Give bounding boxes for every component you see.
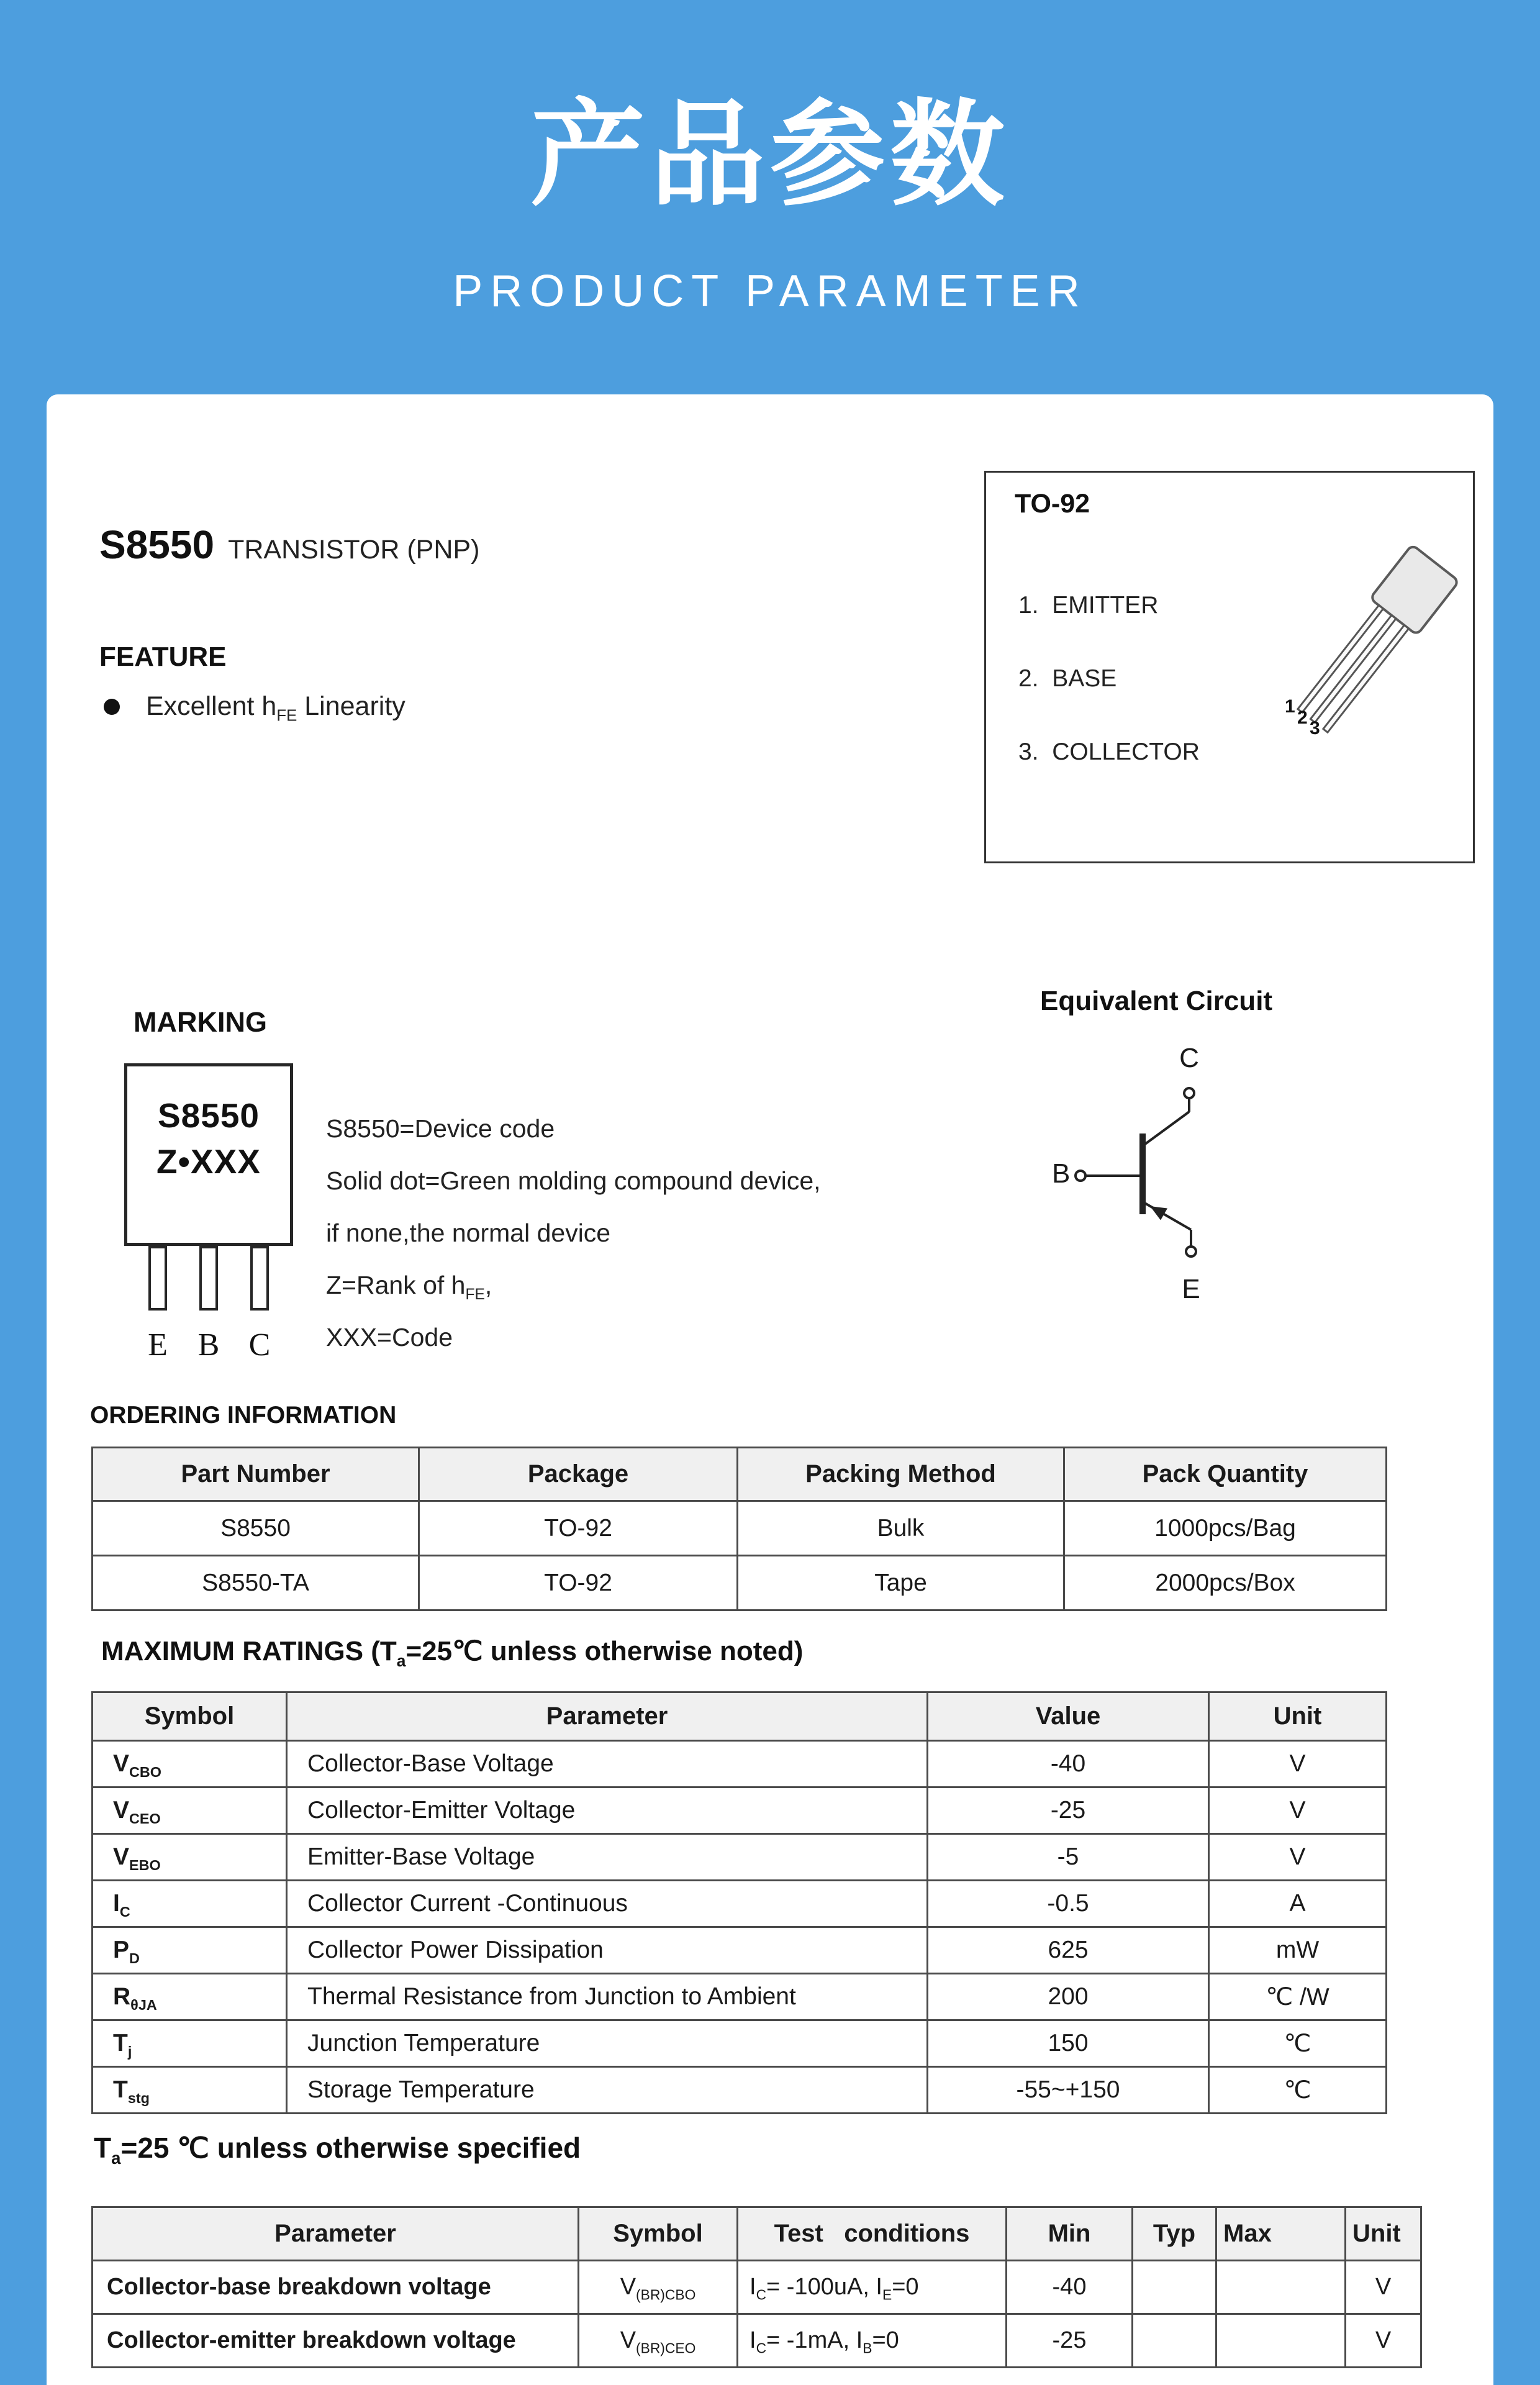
to92-package-drawing xyxy=(1188,541,1474,802)
table-cell: -0.5 xyxy=(928,1881,1209,1927)
table-cell: $V_{EBO}$ xyxy=(93,1834,287,1881)
table-cell: Collector-Base Voltage xyxy=(287,1741,928,1788)
chip-pin-label-c: C xyxy=(248,1327,271,1363)
table-row xyxy=(93,1556,1387,1610)
table-cell: TO-92 xyxy=(419,1501,738,1556)
table-cell: mW xyxy=(1209,1927,1387,1974)
table-row xyxy=(93,1788,1387,1834)
chip-body xyxy=(124,1063,293,1246)
maximum-ratings-title: MAXIMUM RATINGS ($T_a=25℃$ unless otherwise noted) xyxy=(101,1636,804,1670)
chip-pin-label-b: B xyxy=(197,1327,220,1363)
pin-list xyxy=(1018,592,1200,812)
part-type: TRANSISTOR (PNP) xyxy=(228,535,480,565)
table-row xyxy=(93,1974,1387,2020)
table-row xyxy=(93,2020,1387,2067)
to92-package-box xyxy=(984,471,1475,863)
list-item: 1. EMITTER xyxy=(1018,592,1159,619)
table-cell: ℃ xyxy=(1209,2067,1387,2114)
table-cell: Collector Power Dissipation xyxy=(287,1927,928,1974)
table-cell xyxy=(1133,2314,1216,2368)
equivalent-circuit-drawing xyxy=(1049,1028,1248,1314)
table-cell: V xyxy=(1209,1834,1387,1881)
page-title: 产品参数 xyxy=(530,91,1010,219)
table-cell: Emitter-Base Voltage xyxy=(287,1834,928,1881)
table-cell: ℃ xyxy=(1209,2020,1387,2067)
feature-text: Excellent $h_{FE}$ Linearity xyxy=(146,691,405,725)
list-item: XXX=Code xyxy=(326,1323,453,1352)
list-item: if none,the normal device xyxy=(326,1219,611,1247)
column-header: Part Number xyxy=(93,1448,419,1501)
table-cell: Collector-emitter breakdown voltage xyxy=(93,2314,579,2368)
column-header: Value xyxy=(928,1692,1209,1741)
column-header: Test conditions xyxy=(738,2207,1007,2261)
part-heading xyxy=(99,522,479,568)
base-label: B xyxy=(1052,1158,1071,1189)
table-cell: -25 xyxy=(928,1788,1209,1834)
table-row xyxy=(93,2067,1387,2114)
table-cell: $I_C$ xyxy=(93,1881,287,1927)
maximum-ratings-table xyxy=(91,1691,1387,2114)
list-item: 3. COLLECTOR xyxy=(1018,738,1200,765)
chip-lead-e xyxy=(148,1246,167,1311)
package-illustration xyxy=(1188,541,1474,802)
ordering-table xyxy=(91,1447,1387,1611)
marking-notes xyxy=(326,1102,821,1363)
table-cell: $I_C= -100uA$, $I_E=0$ xyxy=(738,2261,1007,2314)
column-header: Symbol xyxy=(93,1692,287,1741)
table-row xyxy=(93,1927,1387,1974)
marking-title: MARKING xyxy=(134,1006,267,1038)
chip-lead-b xyxy=(199,1246,218,1311)
table-cell: V xyxy=(1209,1788,1387,1834)
table-cell: Collector-base breakdown voltage xyxy=(93,2261,579,2314)
column-header: Parameter xyxy=(287,1692,928,1741)
chip-marking-line2: Z•XXX xyxy=(156,1142,261,1181)
table-cell: 150 xyxy=(928,2020,1209,2067)
table-cell: $R_{\theta JA}$ xyxy=(93,1974,287,2020)
table-cell: 625 xyxy=(928,1927,1209,1974)
table-cell: Thermal Resistance from Junction to Ambient xyxy=(287,1974,928,2020)
feature-item xyxy=(104,691,405,725)
table-cell: $V_{CBO}$ xyxy=(93,1741,287,1788)
table-row xyxy=(93,1834,1387,1881)
table-cell: -5 xyxy=(928,1834,1209,1881)
list-item: 2. BASE xyxy=(1018,665,1117,692)
column-header: Parameter xyxy=(93,2207,579,2261)
table-cell: $V_{CEO}$ xyxy=(93,1788,287,1834)
table-cell: 1000pcs/Bag xyxy=(1064,1501,1387,1556)
table-row xyxy=(93,1741,1387,1788)
table-cell: -40 xyxy=(1007,2261,1133,2314)
table-header-row xyxy=(93,1692,1387,1741)
lead-label-2: 2 xyxy=(1297,707,1308,728)
table-cell: Collector-Emitter Voltage xyxy=(287,1788,928,1834)
table-cell: $T_{stg}$ xyxy=(93,2067,287,2114)
table-cell: Tape xyxy=(738,1556,1064,1610)
lead-label-1: 1 xyxy=(1285,696,1295,717)
table-cell: V xyxy=(1346,2261,1421,2314)
part-number: S8550 xyxy=(99,522,215,567)
table-cell: S8550 xyxy=(93,1501,419,1556)
table-cell: V xyxy=(1209,1741,1387,1788)
table-row xyxy=(93,2261,1421,2314)
collector-label: C xyxy=(1179,1043,1199,1073)
feature-title: FEATURE xyxy=(99,642,227,672)
table-cell: V xyxy=(1346,2314,1421,2368)
table-cell: TO-92 xyxy=(419,1556,738,1610)
lead-label-3: 3 xyxy=(1310,718,1320,738)
list-item: S8550=Device code xyxy=(326,1114,555,1143)
ordering-information-title: ORDERING INFORMATION xyxy=(90,1402,397,1429)
column-header: Pack Quantity xyxy=(1064,1448,1387,1501)
package-name: TO-92 xyxy=(1015,489,1090,519)
bullet-icon xyxy=(104,699,120,715)
datasheet-card xyxy=(47,394,1493,2385)
table-cell xyxy=(1133,2261,1216,2314)
table-cell: $I_C= -1mA$, $I_B=0$ xyxy=(738,2314,1007,2368)
table-header-row xyxy=(93,1448,1387,1501)
table-cell: A xyxy=(1209,1881,1387,1927)
chip-lead-c xyxy=(250,1246,269,1311)
page-subtitle: PRODUCT PARAMETER xyxy=(453,266,1087,316)
table-row xyxy=(93,1881,1387,1927)
list-item: Solid dot=Green molding compound device, xyxy=(326,1166,821,1195)
column-header: Unit xyxy=(1346,2207,1421,2261)
table-cell: $P_D$ xyxy=(93,1927,287,1974)
pnp-transistor-symbol xyxy=(1049,1028,1248,1314)
table-cell: -40 xyxy=(928,1741,1209,1788)
table-cell: Bulk xyxy=(738,1501,1064,1556)
table-header-row xyxy=(93,2207,1421,2261)
table-cell: $V_{(BR)CBO}$ xyxy=(579,2261,738,2314)
table-cell xyxy=(1216,2314,1346,2368)
table-cell: -55~+150 xyxy=(928,2067,1209,2114)
table-cell: 200 xyxy=(928,1974,1209,2020)
column-header: Package xyxy=(419,1448,738,1501)
column-header: Packing Method xyxy=(738,1448,1064,1501)
table-cell: Storage Temperature xyxy=(287,2067,928,2114)
table-row xyxy=(93,1501,1387,1556)
table-cell: S8550-TA xyxy=(93,1556,419,1610)
electrical-conditions-title: $T_a=25$ ℃ unless otherwise specified xyxy=(94,2132,581,2168)
table-cell: -25 xyxy=(1007,2314,1133,2368)
emitter-label: E xyxy=(1182,1274,1200,1304)
list-item: Z=Rank of $h_{FE}$, xyxy=(326,1271,492,1304)
table-cell: 2000pcs/Box xyxy=(1064,1556,1387,1610)
chip-pin-label-e: E xyxy=(148,1327,168,1363)
table-cell: $T_j$ xyxy=(93,2020,287,2067)
equivalent-circuit-title: Equivalent Circuit xyxy=(1040,986,1273,1016)
column-header: Unit xyxy=(1209,1692,1387,1741)
table-cell: Junction Temperature xyxy=(287,2020,928,2067)
column-header: Min xyxy=(1007,2207,1133,2261)
table-row xyxy=(93,2314,1421,2368)
table-cell: ℃ /W xyxy=(1209,1974,1387,2020)
column-header: Max xyxy=(1216,2207,1346,2261)
column-header: Typ xyxy=(1133,2207,1216,2261)
table-cell: $V_{(BR)CEO}$ xyxy=(579,2314,738,2368)
column-header: Symbol xyxy=(579,2207,738,2261)
table-cell: Collector Current -Continuous xyxy=(287,1881,928,1927)
chip-marking-line1: S8550 xyxy=(157,1096,260,1135)
table-cell xyxy=(1216,2261,1346,2314)
electrical-characteristics-table xyxy=(91,2206,1422,2368)
marking-chip-drawing xyxy=(124,1063,293,1386)
